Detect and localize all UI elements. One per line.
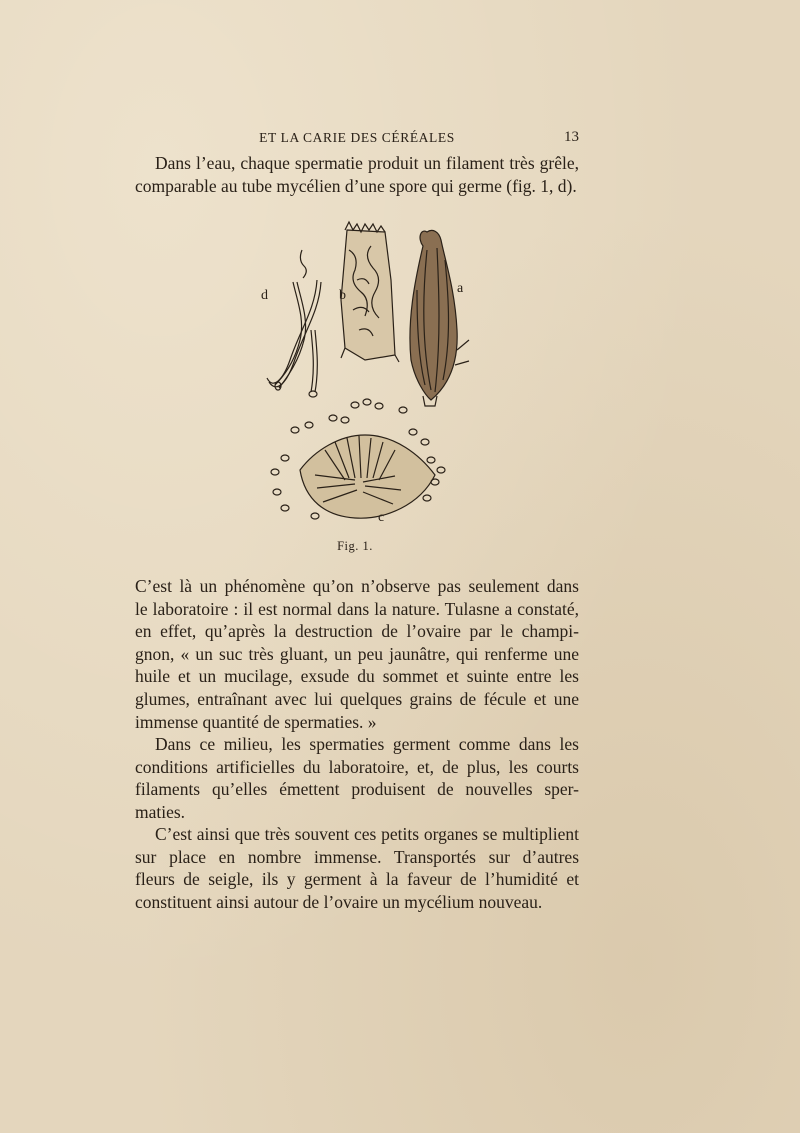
text-line: maties. — [135, 801, 186, 822]
paragraph-4 — [135, 823, 579, 913]
text-line: filaments qu’elles émettent produisent de nouvelles sper- — [135, 779, 579, 800]
text-line: gnon, « un suc très gluant, un peu jaunâtre, qui renferme une — [135, 643, 579, 664]
running-title: ET LA CARIE DES CÉRÉALES — [259, 130, 455, 145]
text-line: C’est là un phénomène qu’on n’observe pas seulement dans — [135, 576, 579, 596]
figure-label-d: d — [261, 288, 268, 303]
figure-part-b — [341, 222, 399, 362]
ergot-illustration — [245, 220, 485, 530]
text-line: huile et un mucilage, exsude du sommet et suinte entre les — [135, 666, 579, 687]
figure-label-a: a — [457, 281, 464, 296]
page-number: 13 — [564, 129, 579, 145]
figure-part-c — [271, 399, 445, 519]
text-line: conditions artificielles du laboratoire, et, de plus, les courts — [135, 756, 579, 777]
paragraph-2 — [135, 575, 579, 733]
figure-illustration — [245, 220, 485, 530]
text-line: le laboratoire : il est normal dans la nature. Tulasne a constaté, — [135, 598, 579, 619]
text-line: sur place en nombre immense. Transportés sur d’autres — [135, 846, 579, 867]
figure-caption: Fig. 1. — [337, 539, 373, 553]
text-line: immense quantité de spermaties. » — [135, 711, 377, 732]
text-line: Dans ce milieu, les spermaties germent comme dans les — [155, 734, 579, 754]
figure-label-c: c — [378, 510, 385, 525]
text-line: Dans l’eau, chaque spermatie produit un filament très grêle, — [155, 153, 579, 173]
paragraph-3 — [135, 733, 579, 823]
figure-part-d — [267, 250, 321, 397]
text-line: constituent ainsi autour de l’ovaire un mycélium nouveau. — [135, 891, 543, 912]
text-line: comparable au tube mycélien d’une spore qui germe (fig. 1, d). — [135, 175, 577, 196]
figure-label-b: b — [339, 288, 346, 303]
text-line: en effet, qu’après la destruction de l’ovaire par le champi- — [135, 621, 579, 642]
figure-part-a — [410, 230, 469, 406]
text-line: fleurs de seigle, ils y germent à la faveur de l’humidité et — [135, 869, 579, 890]
text-line: glumes, entraînant avec lui quelques grains de fécule et une — [135, 688, 579, 709]
text-line: C’est ainsi que très souvent ces petits organes se multiplient — [155, 824, 579, 844]
page-header — [135, 128, 579, 148]
paragraph-1 — [135, 152, 579, 197]
